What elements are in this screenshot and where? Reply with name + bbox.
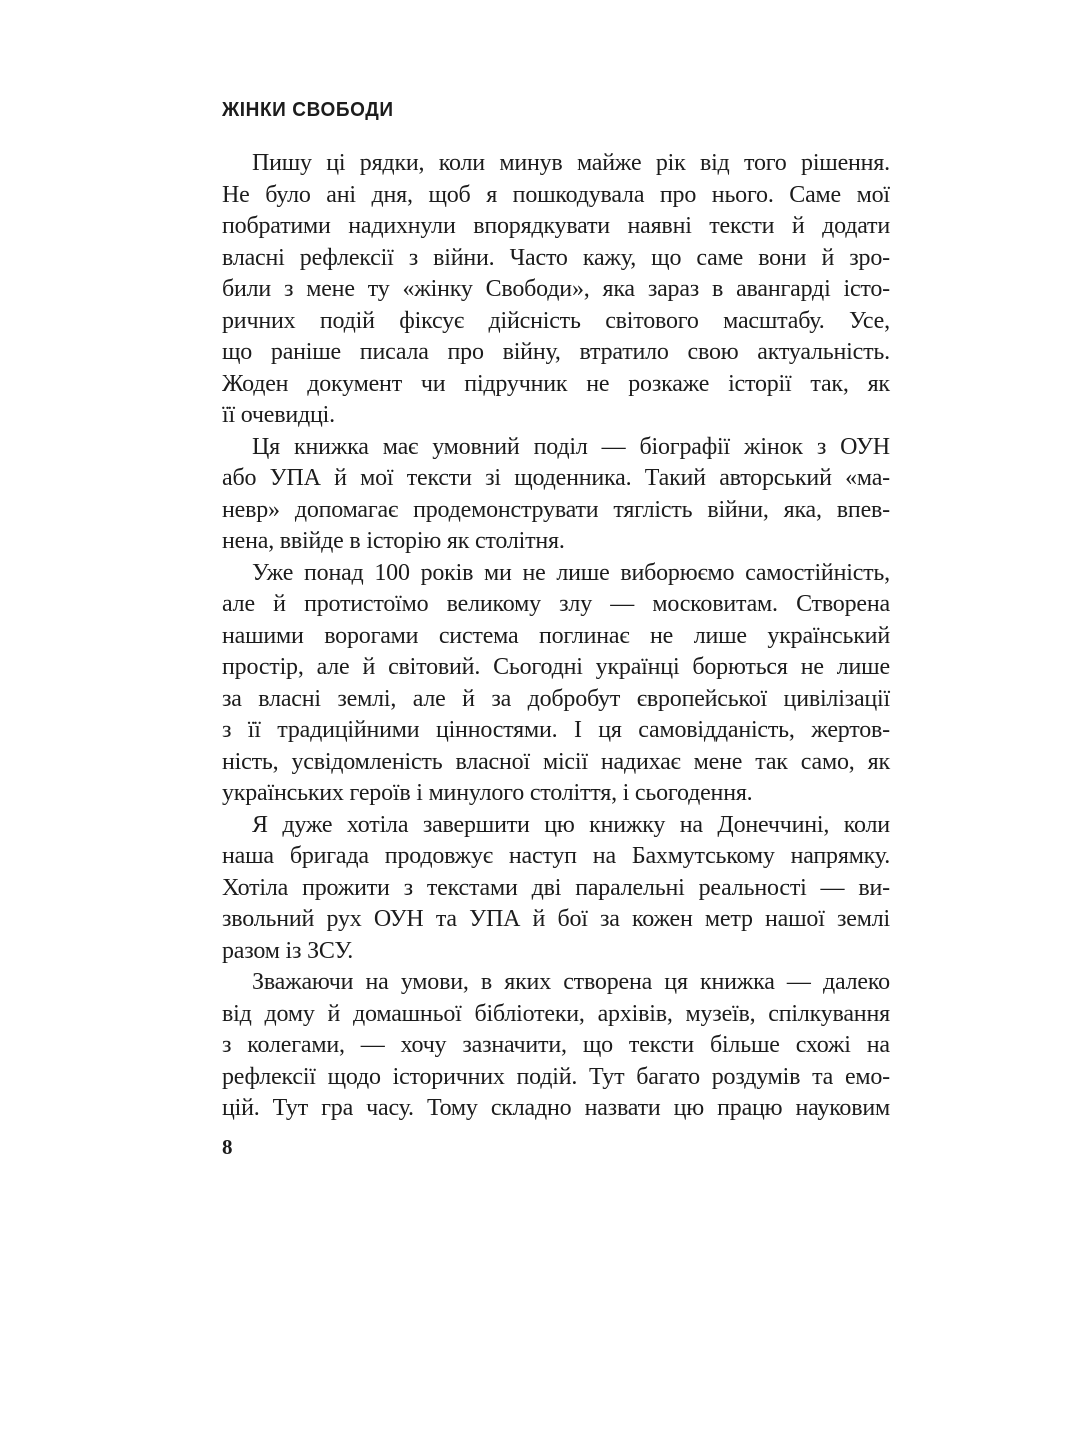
word: емо-: [844, 1063, 890, 1090]
word: впорядкувати: [473, 213, 610, 239]
word: ця: [664, 969, 688, 995]
word: нашими: [222, 622, 304, 649]
word: книжку: [589, 811, 666, 838]
text-line: нена, ввійде в історію як столітня.: [222, 528, 565, 554]
word: зазначити,: [462, 1032, 567, 1058]
word: історії: [728, 370, 792, 397]
word: дуже: [282, 811, 333, 838]
word: має: [382, 433, 419, 460]
word: «жінку: [402, 276, 473, 302]
word: й: [821, 244, 835, 271]
word: Донеччині,: [717, 811, 830, 838]
text-line: [222, 274, 890, 306]
word: Тому: [426, 1095, 478, 1121]
word: умовний: [432, 433, 520, 460]
word: Уже: [252, 559, 294, 586]
word: прожити: [302, 874, 390, 901]
word: 100: [374, 559, 410, 586]
word: з: [816, 433, 827, 460]
word: з: [403, 874, 413, 901]
word: в: [712, 276, 724, 302]
word: подій.: [516, 1063, 578, 1090]
text-line: [222, 999, 890, 1031]
word: з: [408, 244, 418, 271]
word: далеко: [822, 969, 890, 995]
word: усвідомленість: [291, 748, 443, 775]
word: Створена: [796, 591, 890, 617]
word: ність,: [222, 748, 279, 775]
word: працю: [717, 1095, 783, 1121]
word: й: [327, 1000, 341, 1027]
text-line: [222, 148, 890, 180]
text-line: українських героїв і минулого століття, і сьогодення.: [222, 780, 753, 806]
word: так: [755, 748, 788, 775]
word: тяглість: [613, 496, 693, 523]
word: метр: [704, 906, 753, 932]
word: або: [222, 465, 257, 491]
word: система: [438, 622, 519, 649]
text-line: [222, 684, 890, 716]
word: тексти: [628, 1032, 694, 1058]
word: ця: [598, 717, 622, 743]
word: продемонструвати: [413, 496, 599, 523]
word: ту: [367, 276, 390, 302]
word: простір,: [222, 654, 304, 680]
word: фіксує: [399, 307, 465, 334]
word: що: [222, 339, 253, 365]
word: текстами: [426, 874, 518, 901]
word: книжка: [700, 969, 775, 995]
word: яка: [602, 276, 635, 302]
word: поглинає: [538, 622, 630, 649]
word: масштабу.: [723, 307, 825, 334]
word: українці: [595, 654, 680, 680]
word: рух: [326, 906, 362, 932]
word: спілкування: [768, 1000, 890, 1027]
text-line: [222, 967, 890, 999]
word: світовий.: [388, 654, 481, 680]
word: місії: [542, 748, 588, 775]
word: наявні: [627, 213, 692, 239]
word: війни.: [433, 244, 495, 271]
word: добробут: [527, 685, 621, 712]
word: з: [222, 717, 232, 743]
word: європейської: [636, 685, 768, 712]
word: часу.: [366, 1095, 414, 1121]
word: додати: [822, 213, 890, 239]
word: створена: [563, 969, 653, 995]
text-line: [222, 1062, 890, 1094]
word: архівів,: [597, 1000, 673, 1027]
word: —: [360, 1032, 385, 1058]
word: —: [601, 433, 626, 460]
word: втратило: [579, 339, 669, 365]
word: історичних: [392, 1063, 505, 1090]
word: Тут: [272, 1095, 309, 1121]
word: на: [365, 969, 389, 995]
word: нього.: [711, 181, 774, 208]
word: яких: [504, 969, 551, 995]
word: Зважаючи: [252, 969, 354, 995]
word: складно: [490, 1095, 572, 1121]
word: дві: [531, 874, 562, 901]
word: зі: [485, 465, 501, 491]
word: мене: [693, 748, 743, 775]
word: рефлексії: [299, 244, 394, 271]
word: —: [786, 969, 811, 995]
word: жінок: [744, 433, 803, 460]
word: так,: [810, 370, 849, 397]
word: не: [650, 622, 674, 649]
word: дому: [264, 1000, 315, 1027]
word: рішення.: [801, 150, 890, 176]
word: назвати: [584, 1095, 661, 1121]
word: УПА: [469, 906, 521, 932]
word: ані: [326, 181, 356, 208]
word: рік: [655, 150, 686, 176]
word: цивілізації: [783, 685, 890, 712]
word: зро-: [849, 244, 890, 271]
word: паралельні: [575, 874, 685, 901]
word: допомагає: [294, 496, 399, 523]
word: минув: [499, 150, 563, 176]
word: було: [265, 181, 311, 208]
word: та: [435, 906, 457, 932]
word: розкаже: [628, 370, 710, 397]
text-line: [222, 211, 890, 243]
word: Свободи»,: [485, 276, 590, 302]
word: дня,: [371, 181, 413, 208]
word: як: [867, 370, 890, 397]
word: авангарді: [736, 276, 831, 302]
word: вони: [758, 244, 807, 271]
word: землі,: [337, 685, 397, 712]
word: біографії: [639, 433, 730, 460]
word: український: [767, 622, 890, 649]
word: хочу: [400, 1032, 447, 1058]
word: що: [651, 244, 682, 271]
word: авторський: [719, 465, 832, 491]
word: гра: [321, 1095, 354, 1121]
word: І: [573, 717, 582, 743]
word: істо-: [843, 276, 890, 302]
word: науковим: [795, 1095, 890, 1121]
word: колегами,: [247, 1032, 345, 1058]
word: наступ: [508, 843, 577, 869]
word: лише: [556, 559, 610, 586]
word: —: [610, 591, 635, 617]
text-line: [222, 432, 890, 464]
word: саме: [696, 244, 744, 271]
word: московитам.: [652, 591, 778, 617]
word: на: [866, 1032, 890, 1058]
word: самостійність,: [745, 559, 890, 586]
word: били: [222, 276, 272, 302]
word: ворогами: [324, 622, 419, 649]
text-line: [222, 873, 890, 905]
word: мої: [856, 181, 890, 208]
word: Хотіла: [222, 874, 289, 901]
text-line: [222, 463, 890, 495]
word: Сьогодні: [493, 654, 583, 680]
running-header: ЖІНКИ СВОБОДИ: [222, 99, 394, 122]
word: Такий: [644, 465, 706, 491]
text-line: разом із ЗСУ.: [222, 937, 354, 964]
word: «ма-: [845, 465, 890, 491]
word: багато: [636, 1063, 700, 1090]
word: рефлексії: [222, 1063, 316, 1090]
word: нашої: [765, 906, 825, 932]
word: власні: [258, 685, 321, 712]
word: ви-: [858, 874, 890, 901]
word: не: [522, 559, 546, 586]
word: але: [222, 591, 255, 617]
word: Усе,: [849, 307, 890, 334]
word: з: [222, 1032, 232, 1058]
word: ці: [326, 150, 346, 176]
word: Жоден: [222, 370, 289, 397]
word: актуальність.: [757, 339, 890, 365]
word: надихає: [600, 748, 681, 775]
text-line: [222, 1030, 890, 1062]
word: ОУН: [840, 433, 890, 460]
text-line: [222, 495, 890, 527]
text-line: [222, 1093, 890, 1125]
word: Саме: [789, 181, 841, 208]
word: домашньої: [353, 1000, 462, 1027]
word: на: [592, 843, 616, 869]
word: хотіла: [346, 811, 409, 838]
word: ми: [484, 559, 512, 586]
word: впев-: [836, 496, 890, 523]
word: цінностями.: [435, 717, 558, 743]
word: пошкодувала: [512, 181, 645, 208]
word: Ця: [252, 433, 280, 460]
word: й: [532, 906, 546, 932]
word: більше: [709, 1032, 780, 1058]
word: й: [273, 591, 286, 617]
text-line: [222, 621, 890, 653]
word: але: [316, 654, 350, 680]
word: землі: [836, 906, 890, 932]
word: кожен: [632, 906, 693, 932]
word: —: [820, 874, 845, 901]
word: щодо: [327, 1063, 381, 1090]
word: її: [247, 717, 261, 743]
word: не: [586, 370, 610, 397]
word: коли: [843, 811, 890, 838]
word: схожі: [795, 1032, 851, 1058]
word: ОУН: [373, 906, 424, 932]
word: напрямку.: [790, 843, 890, 869]
word: надихнули: [348, 213, 456, 239]
word: й: [462, 685, 475, 712]
text-line: [222, 558, 890, 590]
word: й: [334, 465, 347, 491]
word: традиційними: [277, 717, 420, 743]
word: мої: [360, 465, 394, 491]
word: бої: [557, 906, 588, 932]
word: рядки,: [359, 150, 425, 176]
word: як: [867, 748, 890, 775]
word: музеїв,: [685, 1000, 756, 1027]
word: Часто: [509, 244, 568, 271]
page-text-block: [222, 148, 890, 1125]
word: реальності: [698, 874, 807, 901]
text-line: [222, 180, 890, 212]
word: лише: [836, 654, 890, 680]
word: але: [412, 685, 446, 712]
word: умови,: [400, 969, 469, 995]
word: понад: [304, 559, 364, 586]
word: тексти: [709, 213, 775, 239]
word: підручник: [464, 370, 568, 397]
word: від: [222, 1000, 252, 1027]
word: про: [447, 339, 484, 365]
word: війну,: [502, 339, 561, 365]
word: ричних: [222, 307, 296, 334]
text-line: [222, 589, 890, 621]
word: про: [659, 181, 697, 208]
word: й: [791, 213, 805, 239]
word: за: [222, 685, 242, 712]
word: великому: [446, 591, 541, 617]
word: невр»: [222, 496, 280, 523]
word: продовжує: [384, 843, 493, 869]
word: бібліотеки,: [474, 1000, 585, 1027]
word: з: [284, 276, 294, 302]
word: того: [743, 150, 787, 176]
word: злу: [559, 591, 593, 617]
word: цій.: [222, 1095, 260, 1121]
word: цю: [544, 811, 575, 838]
word: коли: [438, 150, 485, 176]
word: поділ: [533, 433, 588, 460]
word: свою: [687, 339, 739, 365]
word: наша: [222, 843, 274, 869]
word: раніше: [270, 339, 341, 365]
word: само,: [800, 748, 855, 775]
word: років: [420, 559, 474, 586]
word: війни,: [707, 496, 769, 523]
word: самовідданість,: [638, 717, 795, 743]
word: не: [800, 654, 824, 680]
word: дійсність: [488, 307, 581, 334]
word: світового: [605, 307, 699, 334]
word: Не: [222, 181, 250, 208]
word: від: [699, 150, 730, 176]
word: зараз: [647, 276, 700, 302]
text-line: [222, 715, 890, 747]
word: щоденника.: [514, 465, 632, 491]
text-line: [222, 652, 890, 684]
text-line: [222, 243, 890, 275]
word: кажу,: [582, 244, 637, 271]
word: за: [491, 685, 512, 712]
word: на: [679, 811, 703, 838]
word: мене: [306, 276, 355, 302]
word: майже: [576, 150, 642, 176]
word: побратими: [222, 213, 331, 239]
word: яка,: [783, 496, 822, 523]
word: борються: [692, 654, 788, 680]
text-line: [222, 369, 890, 401]
word: писала: [359, 339, 429, 365]
word: й: [362, 654, 376, 680]
word: роздумів: [711, 1063, 801, 1090]
word: Пишу: [252, 150, 312, 176]
word: жертов-: [811, 717, 890, 743]
word: цю: [673, 1095, 705, 1121]
word: власної: [455, 748, 530, 775]
text-line: [222, 747, 890, 779]
word: в: [480, 969, 493, 995]
text-line: [222, 904, 890, 936]
text-line: [222, 337, 890, 369]
word: документ: [307, 370, 402, 397]
word: тексти: [406, 465, 472, 491]
word: Я: [252, 811, 268, 838]
word: виборюємо: [620, 559, 735, 586]
word: звольний: [222, 906, 315, 932]
word: чи: [420, 370, 446, 397]
word: щоб: [428, 181, 471, 208]
word: бригада: [289, 843, 369, 869]
text-line: [222, 306, 890, 338]
word: власні: [222, 244, 285, 271]
word: завершити: [422, 811, 530, 838]
word: що: [582, 1032, 613, 1058]
word: книжка: [294, 433, 369, 460]
text-line: [222, 841, 890, 873]
page-number: 8: [222, 1135, 233, 1159]
word: лише: [693, 622, 747, 649]
word: та: [812, 1063, 834, 1090]
word: подій: [319, 307, 375, 334]
word: Тут: [589, 1063, 625, 1090]
word: за: [600, 906, 620, 932]
word: УПА: [269, 465, 321, 491]
text-line: її очевидці.: [222, 402, 335, 428]
word: Бахмутському: [631, 843, 775, 869]
word: я: [486, 181, 498, 208]
text-line: [222, 810, 890, 842]
word: протистоїмо: [304, 591, 429, 617]
